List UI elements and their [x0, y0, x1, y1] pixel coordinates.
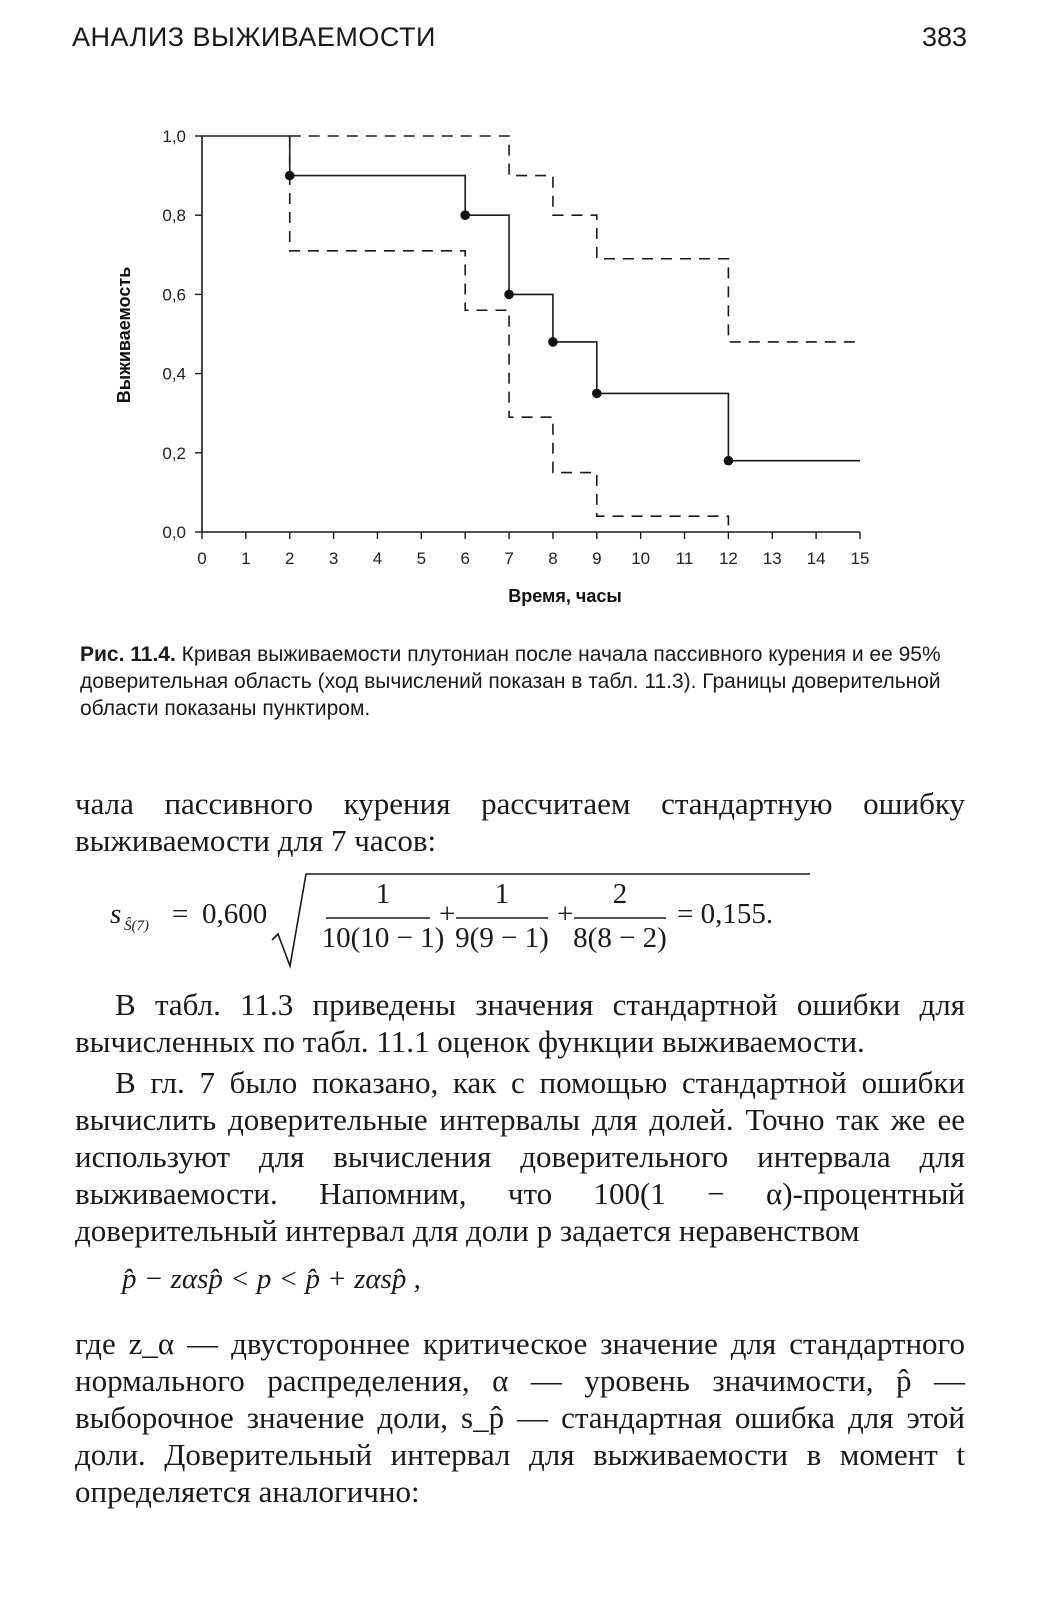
y-axis-title: Выживаемость — [114, 266, 134, 404]
paragraph-3: В гл. 7 было показано, как с помощью стандартной ошибки вычислить доверительные интервалы для долей. Точно так же ее используют для вычисления доверительного интервала для выживаемости. Напомним, что 100(1 − α)-процентный доверительный интервал для доли p задается неравенством — [75, 1065, 965, 1248]
y-axis — [162, 127, 202, 542]
running-title: АНАЛИЗ ВЫЖИВАЕМОСТИ — [72, 22, 436, 52]
x-tick-label: 2 — [284, 549, 295, 568]
page-header — [72, 22, 967, 62]
survival-point — [592, 389, 602, 399]
survival-point — [724, 456, 734, 466]
chart-series — [202, 136, 860, 532]
formula1-result: = 0,155. — [677, 898, 774, 930]
figure-label: Рис. 11.4. — [80, 643, 176, 666]
formula-proportion-ci: p̂ − zαsp̂ < p < p̂ + zαsp̂ , — [122, 1263, 421, 1295]
formula-standard-error — [110, 862, 790, 972]
x-tick-label: 13 — [762, 549, 782, 568]
y-tick-label: 0,2 — [162, 443, 186, 463]
x-tick-label: 4 — [372, 549, 383, 568]
y-tick-label: 0,0 — [162, 523, 186, 542]
survival-point — [460, 210, 470, 220]
y-tick-label: 1,0 — [162, 127, 186, 146]
formula1-s: s — [110, 898, 122, 930]
page-number: 383 — [921, 22, 967, 52]
formula1-den1: 10(10 − 1) — [321, 922, 445, 954]
confidence-bound-line-1 — [290, 136, 860, 342]
x-tick-label: 7 — [504, 549, 514, 568]
x-tick-label: 10 — [631, 549, 651, 568]
y-tick-label: 0,8 — [162, 206, 186, 226]
figure-caption — [80, 641, 970, 722]
formula1-num1: 1 — [375, 878, 391, 910]
x-tick-label: 8 — [548, 549, 558, 568]
x-tick-label: 3 — [328, 549, 339, 568]
y-tick-label: 0,6 — [162, 285, 186, 305]
formula1-den2: 9(9 − 1) — [455, 922, 549, 954]
survival-chart — [100, 120, 900, 620]
survival-curve-line — [202, 136, 860, 461]
formula1-plus2: + — [557, 898, 574, 930]
formula1-eq: = — [172, 898, 189, 930]
x-axis — [197, 532, 869, 568]
x-tick-label: 15 — [850, 549, 870, 568]
x-tick-label: 5 — [416, 549, 427, 568]
x-tick-label: 0 — [197, 549, 207, 568]
paragraph-2: В табл. 11.3 приведены значения стандартной ошибки для вычисленных по табл. 11.1 оценок функции выживаемости. — [75, 987, 965, 1059]
paragraph-1: чала пассивного курения рассчитаем стандартную ошибку выживаемости для 7 часов: — [75, 786, 965, 858]
x-tick-label: 11 — [675, 549, 694, 568]
figure-caption-text: Кривая выживаемости плутониан после начала пассивного курения и ее 95% доверительная область (ход вычислений показан в табл. 11.3). Границы доверительной области показаны пунктиром. — [80, 643, 941, 720]
y-tick-label: 0,4 — [162, 364, 186, 384]
formula1-sub: Ŝ(7) — [124, 918, 149, 934]
survival-point — [504, 290, 514, 300]
x-tick-label: 14 — [806, 549, 826, 568]
formula1-plus1: + — [439, 898, 456, 930]
formula1-num2: 1 — [494, 878, 510, 910]
formula1-num3: 2 — [612, 878, 628, 910]
x-tick-label: 9 — [592, 549, 602, 568]
x-tick-label: 1 — [241, 549, 251, 568]
formula1-coef: 0,600 — [202, 898, 268, 930]
survival-point — [548, 337, 558, 347]
paragraph-4: где z_α — двустороннее критическое значение для стандартного нормального распределения, α — уровень значимости, p̂ — выборочное значение доли, s_p̂ — стандартная ошибка для этой доли. Доверительный интервал для выживаемости в момент t определяется аналогично: — [75, 1326, 965, 1509]
x-tick-label: 12 — [718, 549, 738, 568]
formula1-den3: 8(8 − 2) — [573, 922, 667, 954]
x-axis-title: Время, часы — [508, 586, 622, 606]
x-tick-label: 6 — [460, 549, 470, 568]
confidence-bound-line-2 — [290, 136, 729, 532]
